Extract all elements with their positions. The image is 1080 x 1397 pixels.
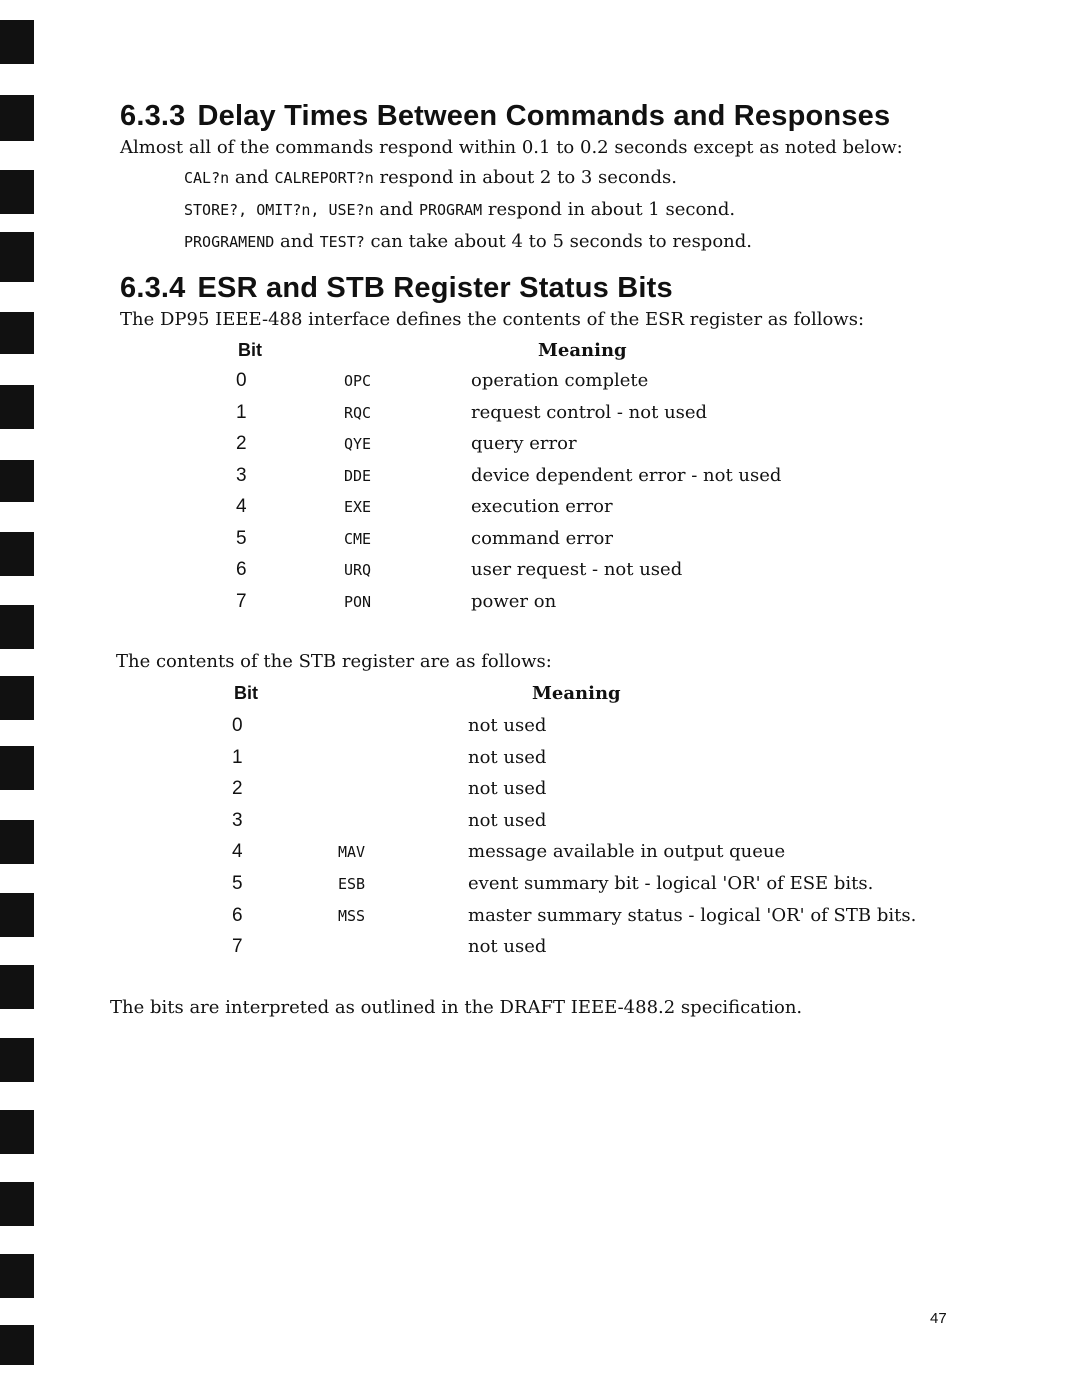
- bit-number: 5: [236, 527, 247, 549]
- bit-meaning: execution error: [471, 496, 613, 517]
- command-code: CALREPORT?n: [274, 169, 374, 187]
- bit-meaning: not used: [468, 936, 547, 958]
- text-run: respond in about 1 second.: [482, 199, 736, 220]
- bit-meaning: not used: [468, 809, 547, 831]
- esr-header-meaning: Meaning: [538, 340, 627, 361]
- bit-mnemonic: ESB: [338, 875, 366, 893]
- bit-number: 7: [236, 590, 247, 612]
- esr-intro: The DP95 IEEE-488 interface defines the contents of the ESR register as follows:: [120, 309, 865, 330]
- bit-number: 0: [232, 715, 243, 736]
- bit-mnemonic: EXE: [344, 498, 372, 516]
- stb-intro: The contents of the STB register are as follows:: [116, 651, 552, 672]
- bit-mnemonic: PON: [344, 592, 372, 611]
- stb-header-meaning: Meaning: [532, 683, 621, 704]
- section-number: 6.3.4: [120, 272, 186, 304]
- stb-header-bit: Bit: [234, 683, 258, 703]
- delay-line-3: [184, 231, 752, 252]
- bit-mnemonic: QYE: [344, 435, 372, 453]
- bit-number: 5: [232, 873, 243, 894]
- bit-meaning: user request - not used: [471, 559, 683, 580]
- delay-line-2: [184, 199, 735, 220]
- bit-mnemonic: OPC: [344, 372, 372, 390]
- bit-meaning: not used: [468, 715, 547, 736]
- delay-intro: Almost all of the commands respond within 0.1 to 0.2 seconds except as noted below:: [120, 137, 903, 158]
- command-code: STORE?, OMIT?n, USE?n: [184, 201, 374, 219]
- esr-header: [238, 340, 627, 361]
- text-run: and: [274, 231, 320, 252]
- page-number: 47: [930, 1310, 947, 1327]
- bit-number: 0: [236, 370, 247, 391]
- text-run: respond in about 2 to 3 seconds.: [373, 167, 677, 188]
- closing-note: The bits are interpreted as outlined in the DRAFT IEEE-488.2 specification.: [110, 997, 803, 1018]
- bit-number: 6: [232, 904, 243, 926]
- stb-header: [234, 683, 621, 704]
- esr-header-bit: Bit: [238, 340, 262, 360]
- bit-number: 6: [236, 559, 247, 580]
- command-code: CAL?n: [184, 169, 230, 187]
- bit-mnemonic: RQC: [344, 403, 372, 422]
- command-code: PROGRAM: [418, 201, 483, 219]
- bit-meaning: operation complete: [471, 370, 649, 391]
- bit-meaning: power on: [471, 590, 557, 612]
- bit-meaning: request control - not used: [471, 401, 708, 423]
- text-run: can take about 4 to 5 seconds to respond.: [364, 231, 753, 252]
- bit-meaning: master summary status - logical 'OR' of STB bits.: [468, 904, 917, 926]
- bit-mnemonic: MSS: [338, 906, 366, 925]
- bit-meaning: device dependent error - not used: [471, 464, 782, 486]
- bit-meaning: query error: [471, 433, 577, 454]
- bit-mnemonic: URQ: [344, 561, 372, 579]
- bit-mnemonic: DDE: [344, 466, 372, 485]
- command-code: TEST?: [319, 233, 365, 251]
- bit-number: 1: [236, 401, 247, 423]
- bit-mnemonic: MAV: [338, 843, 366, 862]
- bit-meaning: message available in output queue: [468, 841, 786, 863]
- bit-number: 1: [232, 746, 243, 768]
- section-title: ESR and STB Register Status Bits: [197, 272, 673, 304]
- delay-line-1: [184, 167, 677, 188]
- section-heading-634: [120, 272, 673, 305]
- command-code: PROGRAMEND: [184, 233, 275, 251]
- bit-number: 3: [232, 809, 243, 831]
- bit-number: 2: [236, 433, 247, 454]
- bit-meaning: not used: [468, 778, 547, 800]
- bit-meaning: event summary bit - logical 'OR' of ESE bits.: [468, 873, 874, 894]
- section-heading-633: [120, 100, 890, 133]
- section-number: 6.3.3: [120, 100, 186, 132]
- bit-number: 3: [236, 464, 247, 486]
- bit-number: 4: [236, 496, 247, 517]
- text-run: and: [229, 167, 275, 188]
- section-title: Delay Times Between Commands and Responses: [197, 100, 891, 132]
- bit-mnemonic: CME: [344, 529, 372, 548]
- bit-number: 2: [232, 778, 243, 800]
- text-run: and: [373, 199, 419, 220]
- bit-meaning: command error: [471, 527, 613, 549]
- bit-number: 7: [232, 936, 243, 958]
- bit-number: 4: [232, 841, 243, 863]
- bit-meaning: not used: [468, 746, 547, 768]
